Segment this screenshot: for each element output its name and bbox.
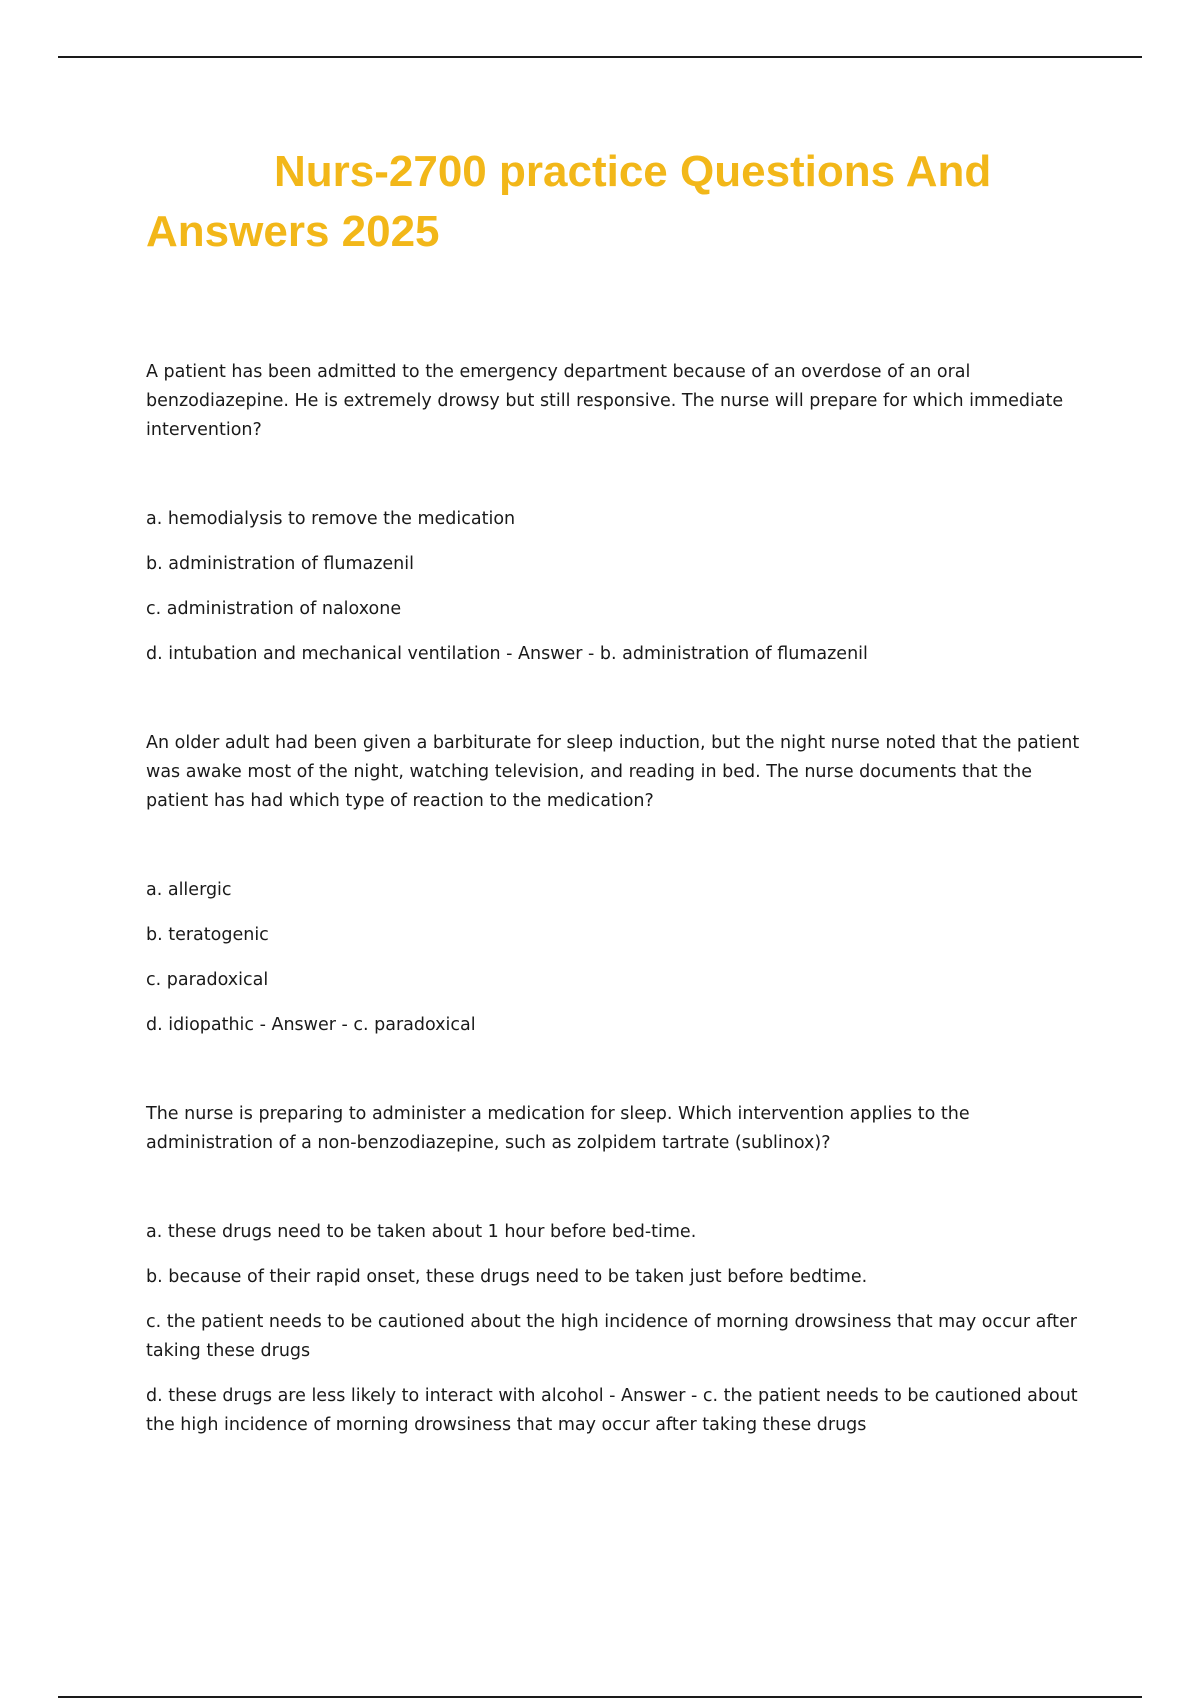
answer-option: d. these drugs are less likely to interact with alcohol - Answer - c. the patient needs to be cautioned about the high incidence of morning drowsiness that may occur after taking these drugs — [146, 1386, 1078, 1435]
answer-option: b. administration of flumazenil — [146, 554, 414, 574]
answer-option: c. paradoxical — [146, 970, 269, 990]
answer-option: d. idiopathic - Answer - c. paradoxical — [146, 1015, 476, 1035]
answer-option: b. because of their rapid onset, these drugs need to be taken just before bedtime. — [146, 1267, 868, 1287]
question-text-3: The nurse is preparing to administer a medication for sleep. Which intervention applies to the administration of a non-benzodiazepine, such as zolpidem tartrate (sublinox)? — [146, 1104, 970, 1153]
question-text-2: An older adult had been given a barbiturate for sleep induction, but the night nurse noted that the patient was awake most of the night, watching television, and reading in bed. The nurse documents that the patient has had which type of reaction to the medication? — [146, 733, 1080, 811]
answer-option: a. these drugs need to be taken about 1 hour before bed-time. — [146, 1222, 697, 1242]
answer-options-3 — [146, 1218, 1090, 1440]
top-rule — [58, 56, 1142, 58]
question-text-1: A patient has been admitted to the emergency department because of an overdose of an oral benzodiazepine. He is extremely drowsy but still responsive. The nurse will prepare for which immediate intervention? — [146, 362, 1064, 440]
document-title: Nurs-2700 practice Questions And Answers 2025 — [146, 147, 992, 256]
answer-option: b. teratogenic — [146, 925, 269, 945]
question-block-2 — [146, 729, 1090, 1040]
question-block-1 — [146, 358, 1090, 669]
answer-option: a. allergic — [146, 880, 232, 900]
document-body — [146, 358, 1090, 1500]
bottom-rule — [58, 1696, 1142, 1698]
answer-options-1 — [146, 505, 1090, 669]
answer-option: c. administration of naloxone — [146, 599, 402, 619]
answer-options-2 — [146, 876, 1090, 1040]
question-block-3 — [146, 1100, 1090, 1440]
answer-option: c. the patient needs to be cautioned about the high incidence of morning drowsiness that may occur after taking these drugs — [146, 1312, 1078, 1361]
answer-option: a. hemodialysis to remove the medication — [146, 509, 516, 529]
answer-option: d. intubation and mechanical ventilation - Answer - b. administration of flumazenil — [146, 644, 868, 664]
